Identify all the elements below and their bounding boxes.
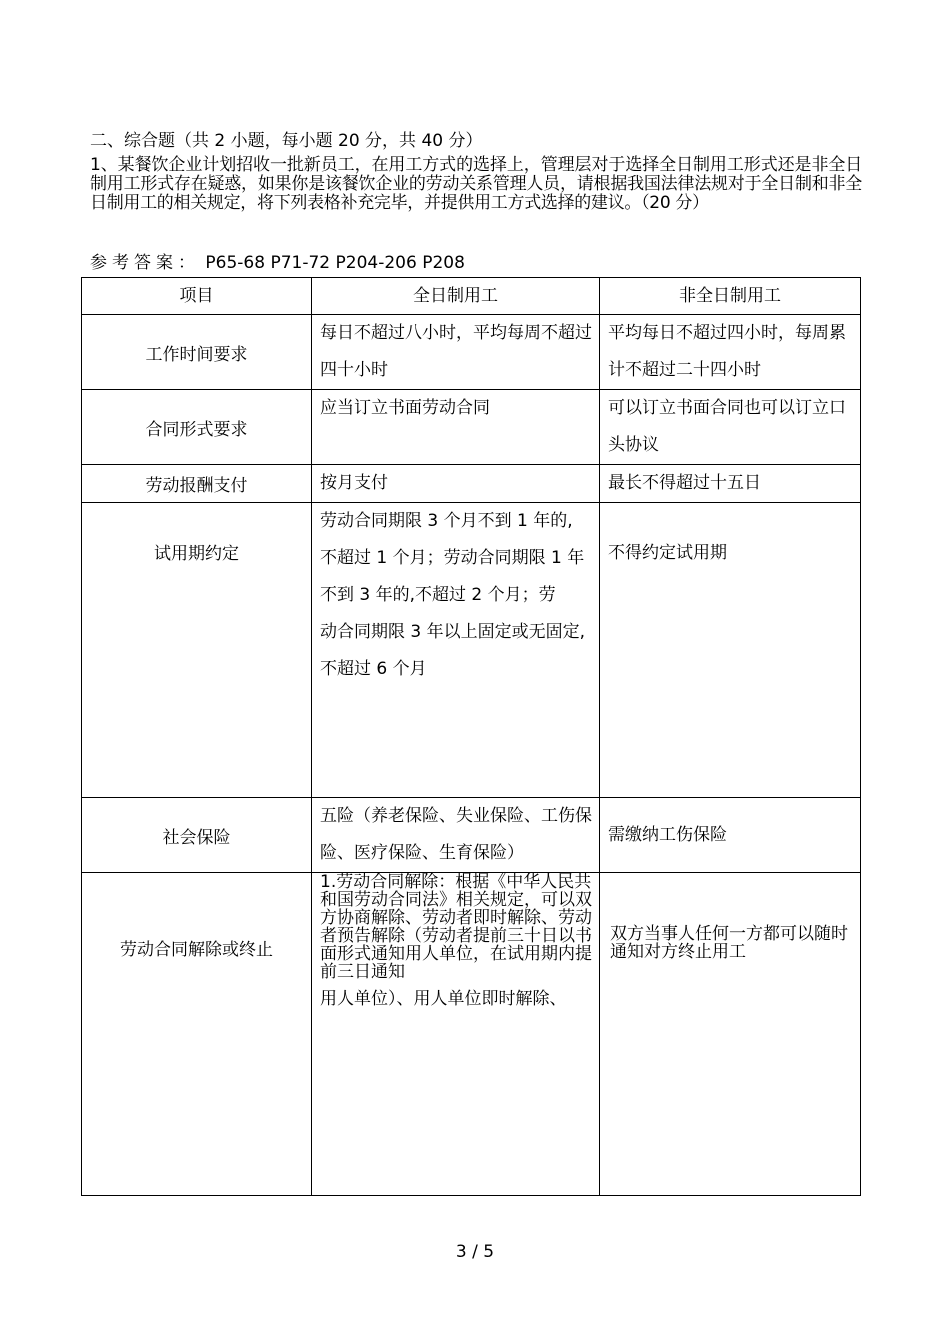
table-row (82, 390, 861, 465)
cell-text: 五险（养老保险、失业保险、工伤保险、医疗保险、生育保险） (320, 806, 592, 863)
table-row (82, 315, 861, 390)
row-item: 劳动合同解除或终止 (82, 873, 312, 1196)
part-time-cell: 可以订立书面合同也可以订立口头协议 (600, 390, 861, 465)
cell-text: 1.劳动合同解除：根据《中华人民共和国劳动合同法》相关规定，可以双方协商解除、劳动者即时解除、劳动者预告解除（劳动者提前三十日以书面形式通知用人单位，在试用期内提前三日通知 (320, 872, 592, 982)
answer-reference (90, 251, 465, 275)
full-time-cell (312, 873, 600, 1196)
answer-pages: P65-68 P71-72 P204-206 P208 (205, 253, 465, 273)
table-row (82, 465, 861, 503)
full-time-cell (312, 798, 600, 873)
table-row (82, 798, 861, 873)
cell-text: 按月支付 (320, 473, 388, 493)
part-time-cell: 需缴纳工伤保险 (600, 798, 861, 873)
page-number: 3 / 5 (455, 1242, 495, 1262)
cell-text: 不超过 1 个月；劳动合同期限 1 年不到 3 年的,不超过 2 个月；劳 (320, 548, 585, 605)
full-time-cell (312, 465, 600, 503)
table-header-row (82, 278, 861, 315)
row-item: 合同形式要求 (82, 390, 312, 465)
cell-text: 每日不超过八小时，平均每周不超过四十小时 (320, 323, 592, 380)
table-row (82, 873, 861, 1196)
table-row (82, 503, 861, 798)
row-item: 试用期约定 (82, 503, 312, 798)
part-time-cell: 平均每日不超过四小时，每周累计不超过二十四小时 (600, 315, 861, 390)
full-time-cell (312, 315, 600, 390)
part-time-cell: 双方当事人任何一方都可以随时通知对方终止用工 (600, 873, 861, 1196)
answer-label: 参考答案： (90, 253, 200, 273)
full-time-cell (312, 503, 600, 798)
header-item: 项目 (82, 278, 312, 315)
section-heading: 二、综合题（共 2 小题，每小题 20 分，共 40 分） (90, 131, 483, 151)
question-text: 1、某餐饮企业计划招收一批新员工，在用工方式的选择上，管理层对于选择全日制用工形式还是非全日制用工形式存在疑惑，如果你是该餐饮企业的劳动关系管理人员，请根据我国法律法规对于全日制和非全日制用工的相关规定，将下列表格补充完毕，并提供用工方式选择的建议。（20 分） (90, 155, 862, 213)
row-item: 社会保险 (82, 798, 312, 873)
header-full-time: 全日制用工 (312, 278, 600, 315)
row-item: 劳动报酬支付 (82, 465, 312, 503)
cell-text: 用人单位）、用人单位即时解除、 (320, 989, 567, 1009)
cell-text: 劳动合同期限 3 个月不到 1 年的, (320, 511, 573, 531)
cell-text: 应当订立书面劳动合同 (320, 398, 490, 418)
header-part-time: 非全日制用工 (600, 278, 861, 315)
row-item: 工作时间要求 (82, 315, 312, 390)
part-time-cell: 最长不得超过十五日 (600, 465, 861, 503)
comparison-table (81, 277, 861, 1196)
cell-text: 动合同期限 3 年以上固定或无固定,不超过 6 个月 (320, 622, 586, 679)
full-time-cell (312, 390, 600, 465)
part-time-cell: 不得约定试用期 (600, 503, 861, 798)
